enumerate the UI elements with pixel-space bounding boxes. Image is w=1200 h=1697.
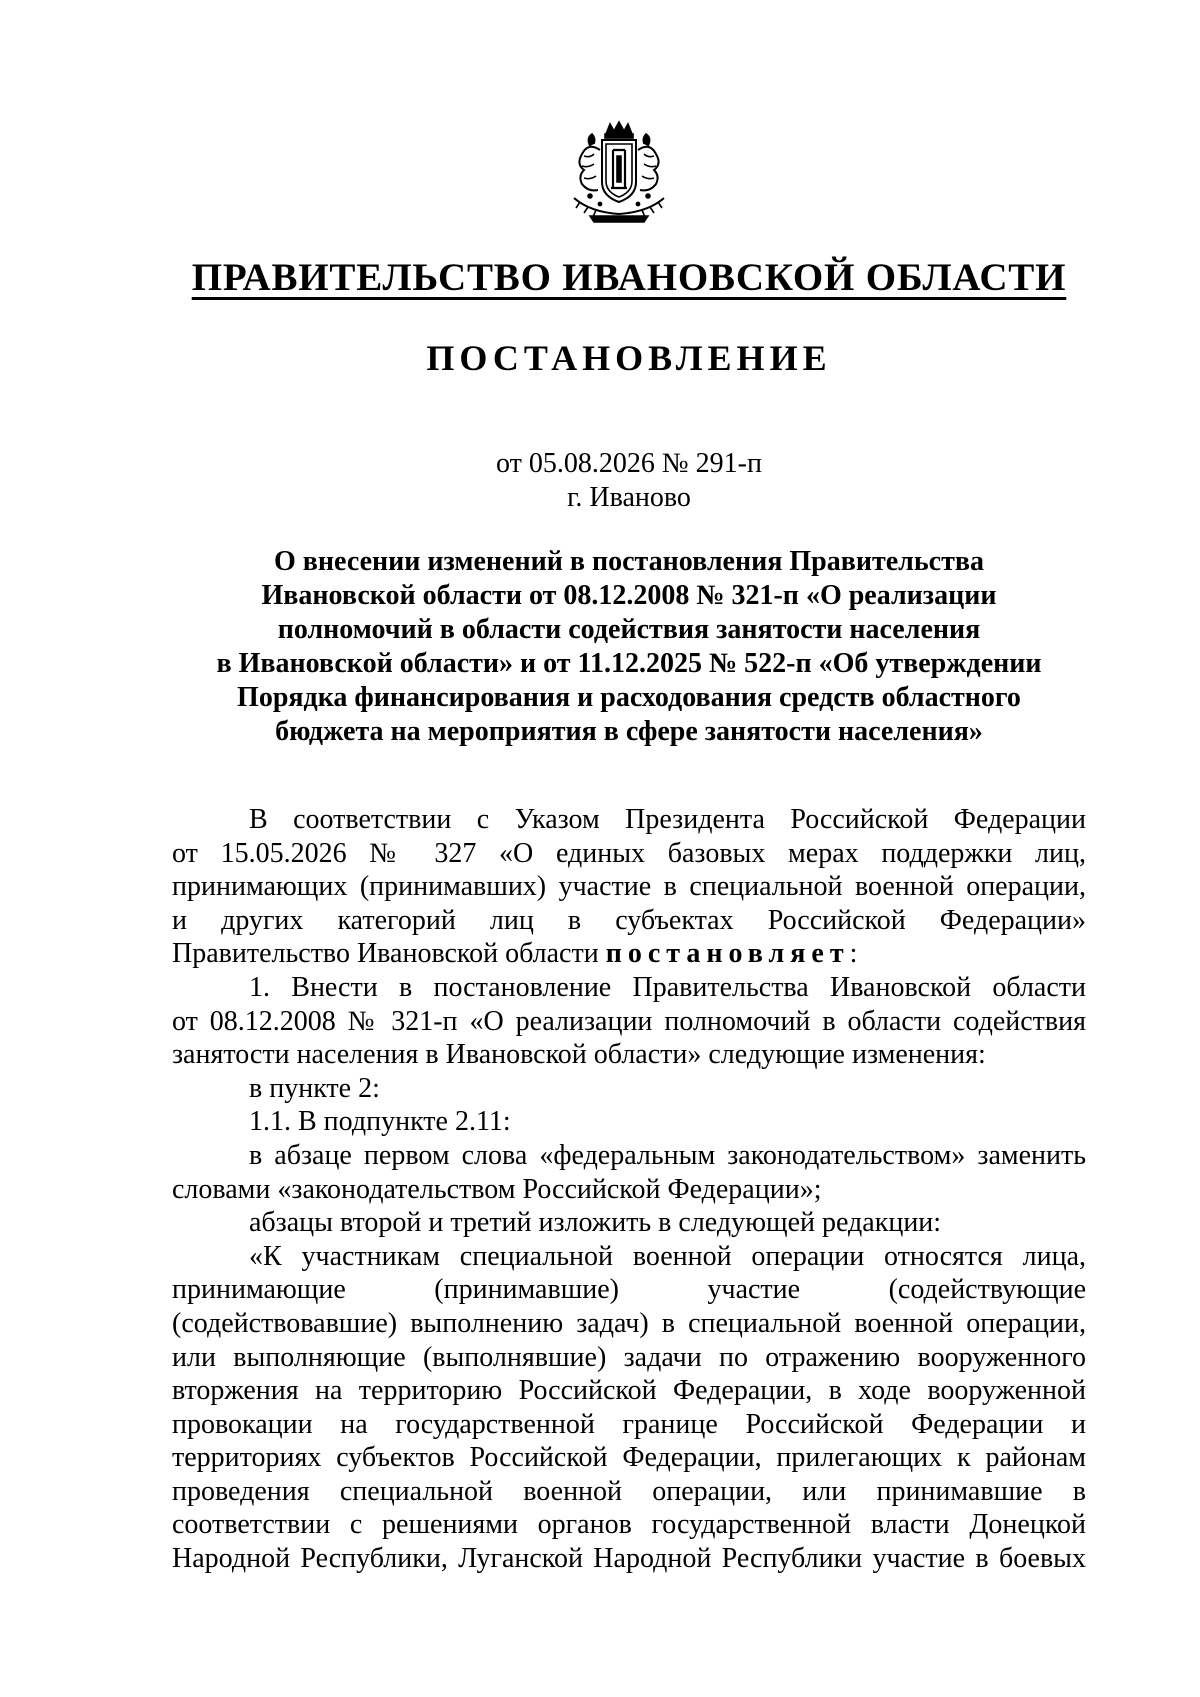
quote-line: провокации на государственной границе Российской Федерации и: [172, 1408, 1086, 1440]
abzac23-line: абзацы второй и третий изложить в следующей редакции:: [249, 1207, 942, 1239]
subject-line: полномочий в области содействия занятости населения: [277, 614, 981, 645]
point2-line: в пункте 2:: [249, 1072, 380, 1104]
subpoint-1-1-line: 1.1. В подпункте 2.11:: [249, 1106, 511, 1138]
preamble-line: от 15.05.2026 № 327 «О единых базовых мерах поддержки лиц,: [172, 837, 1086, 869]
document-date-number: от 05.08.2026 № 291-п: [496, 448, 762, 479]
preamble-suffix: :: [849, 938, 858, 970]
preamble-line: В соответствии с Указом Президента Российской Федерации: [249, 804, 1086, 835]
quote-line: Народной Республики, Луганской Народной Республики участие в боевых: [172, 1543, 1086, 1575]
preamble-line: принимающих (принимавших) участие в специальной военной операции,: [172, 871, 1086, 903]
preamble-line: и других категорий лиц в субъектах Российской Федерации»: [172, 904, 1086, 936]
decree-word: постановляет: [605, 938, 850, 970]
quote-line: или выполняющие (выполнявшие) задачи по отражению вооруженного: [172, 1341, 1086, 1373]
preamble-prefix: Правительство Ивановской области: [172, 938, 606, 970]
coat-of-arms-icon: [560, 120, 678, 228]
quote-line: соответствии с решениями органов государственной власти Донецкой: [172, 1509, 1086, 1541]
abzac1-line: в абзаце первом слова «федеральным законодательством» заменить: [249, 1139, 1086, 1171]
abzac1-line: словами «законодательством Российской Федерации»;: [172, 1173, 822, 1205]
document-type-title: ПОСТАНОВЛЕНИЕ: [426, 338, 832, 378]
quote-line: «К участникам специальной военной операции относятся лица,: [249, 1240, 1086, 1272]
item1-line: 1. Внести в постановление Правительства Ивановской области: [249, 971, 1086, 1003]
document-subject: [170, 545, 1088, 749]
document-place: г. Иваново: [567, 482, 691, 513]
document-body: [172, 803, 1086, 1576]
subject-line: Ивановской области от 08.12.2008 № 321-п «О реализации: [261, 580, 997, 611]
item1-line: занятости населения в Ивановской области» следующие изменения:: [172, 1039, 986, 1071]
subject-line: бюджета на мероприятия в сфере занятости населения»: [275, 716, 983, 747]
quote-line: принимающие (принимавшие) участие (содействующие: [172, 1274, 1086, 1306]
quote-line: (содействовавшие) выполнению задач) в специальной военной операции,: [172, 1307, 1086, 1339]
subject-line: О внесении изменений в постановления Правительства: [274, 546, 984, 577]
quote-line: территориях субъектов Российской Федерации, прилегающих к районам: [172, 1442, 1086, 1474]
preamble-last-line: [172, 937, 1086, 971]
quote-line: проведения специальной военной операции, или принимавшие в: [172, 1475, 1086, 1507]
subject-line: Порядка финансирования и расходования средств областного: [237, 682, 1021, 713]
organization-title: ПРАВИТЕЛЬСТВО ИВАНОВСКОЙ ОБЛАСТИ: [191, 256, 1067, 299]
subject-line: в Ивановской области» и от 11.12.2025 № 522-п «Об утверждении: [216, 648, 1042, 679]
quote-line: вторжения на территорию Российской Федерации, в ходе вооруженной: [172, 1375, 1086, 1407]
item1-line: от 08.12.2008 № 321-п «О реализации полномочий в области содействия: [172, 1005, 1086, 1037]
